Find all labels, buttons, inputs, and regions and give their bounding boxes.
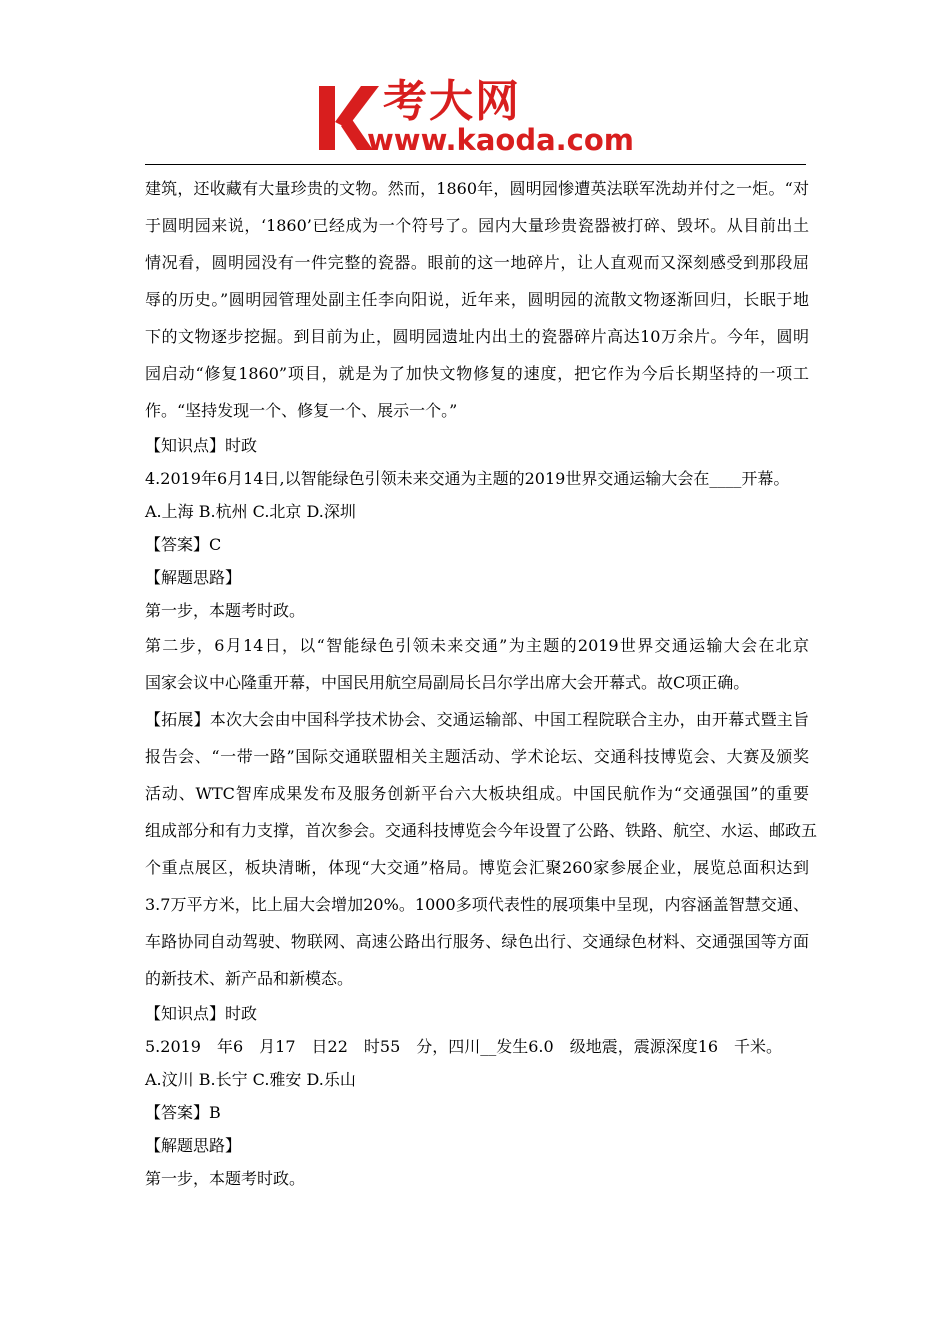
document-body bbox=[145, 170, 818, 1195]
text-line: A.汶川 B.长宁 C.雅安 D.乐山 bbox=[145, 1070, 356, 1089]
text-line: 下的文物逐步挖掘。到目前为止，圆明园遗址内出土的瓷器碎片高达10万余片。今年，圆明 bbox=[145, 327, 809, 346]
text-line: 辱的历史。”圆明园管理处副主任李向阳说，近年来，圆明园的流散文物逐渐回归，长眠于地 bbox=[145, 290, 809, 309]
text-line: 第一步，本题考时政。 bbox=[145, 601, 306, 620]
text-line: 第一步，本题考时政。 bbox=[145, 1169, 306, 1188]
text-line: 【解题思路】 bbox=[145, 1136, 242, 1155]
text-line: 车路协同自动驾驶、物联网、高速公路出行服务、绿色出行、交通绿色材料、交通强国等方面 bbox=[145, 932, 809, 951]
text-line: 国家会议中心隆重开幕，中国民用航空局副局长吕尔学出席大会开幕式。故C项正确。 bbox=[145, 673, 750, 692]
text-line: 于圆明园来说，‘1860’已经成为一个符号了。园内大量珍贵瓷器被打碎、毁坏。从目前出土 bbox=[145, 216, 809, 235]
text-line: 报告会、“一带一路”国际交通联盟相关主题活动、学术论坛、交通科技博览会、大赛及颁奖 bbox=[145, 747, 809, 766]
text-line: 个重点展区，板块清晰，体现“大交通”格局。博览会汇聚260家参展企业，展览总面积达到 bbox=[145, 858, 809, 877]
text-line: 5.2019 年6 月17 日22 时55 分，四川__发生6.0 级地震，震源深度16 千米。 bbox=[145, 1037, 783, 1056]
text-line: 【答案】C bbox=[145, 535, 222, 554]
text-line: 作。“坚持发现一个、修复一个、展示一个。” bbox=[145, 401, 458, 420]
text-line: 组成部分和有力支撑，首次参会。交通科技博览会今年设置了公路、铁路、航空、水运、邮政五 bbox=[145, 821, 818, 840]
text-line: 【解题思路】 bbox=[145, 568, 242, 587]
logo-title: 考大网 bbox=[383, 76, 521, 127]
text-line: 【答案】B bbox=[145, 1103, 221, 1122]
text-line: 的新技术、新产品和新模态。 bbox=[145, 969, 354, 988]
text-line: A.上海 B.杭州 C.北京 D.深圳 bbox=[145, 502, 356, 521]
text-line: 【拓展】本次大会由中国科学技术协会、交通运输部、中国工程院联合主办，由开幕式暨主旨 bbox=[145, 710, 809, 729]
text-line: 【知识点】时政 bbox=[145, 436, 258, 455]
logo-url: www.kaoda.com bbox=[367, 123, 634, 157]
text-line: 3.7万平方米，比上届大会增加20%。1000多项代表性的展项集中呈现，内容涵盖智慧交通、 bbox=[145, 895, 809, 914]
text-line: 情况看，圆明园没有一件完整的瓷器。眼前的这一地碎片，让人直观而又深刻感受到那段屈 bbox=[145, 253, 809, 272]
site-header bbox=[145, 78, 805, 168]
header-divider bbox=[145, 164, 806, 165]
text-line: 4.2019年6月14日,以智能绿色引领未来交通为主题的2019世界交通运输大会在____开幕。 bbox=[145, 469, 790, 488]
text-line: 园启动“修复1860”项目，就是为了加快文物修复的速度，把它作为今后长期坚持的一项工 bbox=[145, 364, 809, 383]
text-line: 【知识点】时政 bbox=[145, 1004, 258, 1023]
text-line: 第二步，6月14日，以“智能绿色引领未来交通”为主题的2019世界交通运输大会在北京 bbox=[145, 636, 809, 655]
text-line: 活动、WTC智库成果发布及服务创新平台六大板块组成。中国民航作为“交通强国”的重要 bbox=[145, 784, 809, 803]
text-line: 建筑，还收藏有大量珍贵的文物。然而，1860年，圆明园惨遭英法联军洗劫并付之一炬。“对 bbox=[145, 179, 809, 198]
